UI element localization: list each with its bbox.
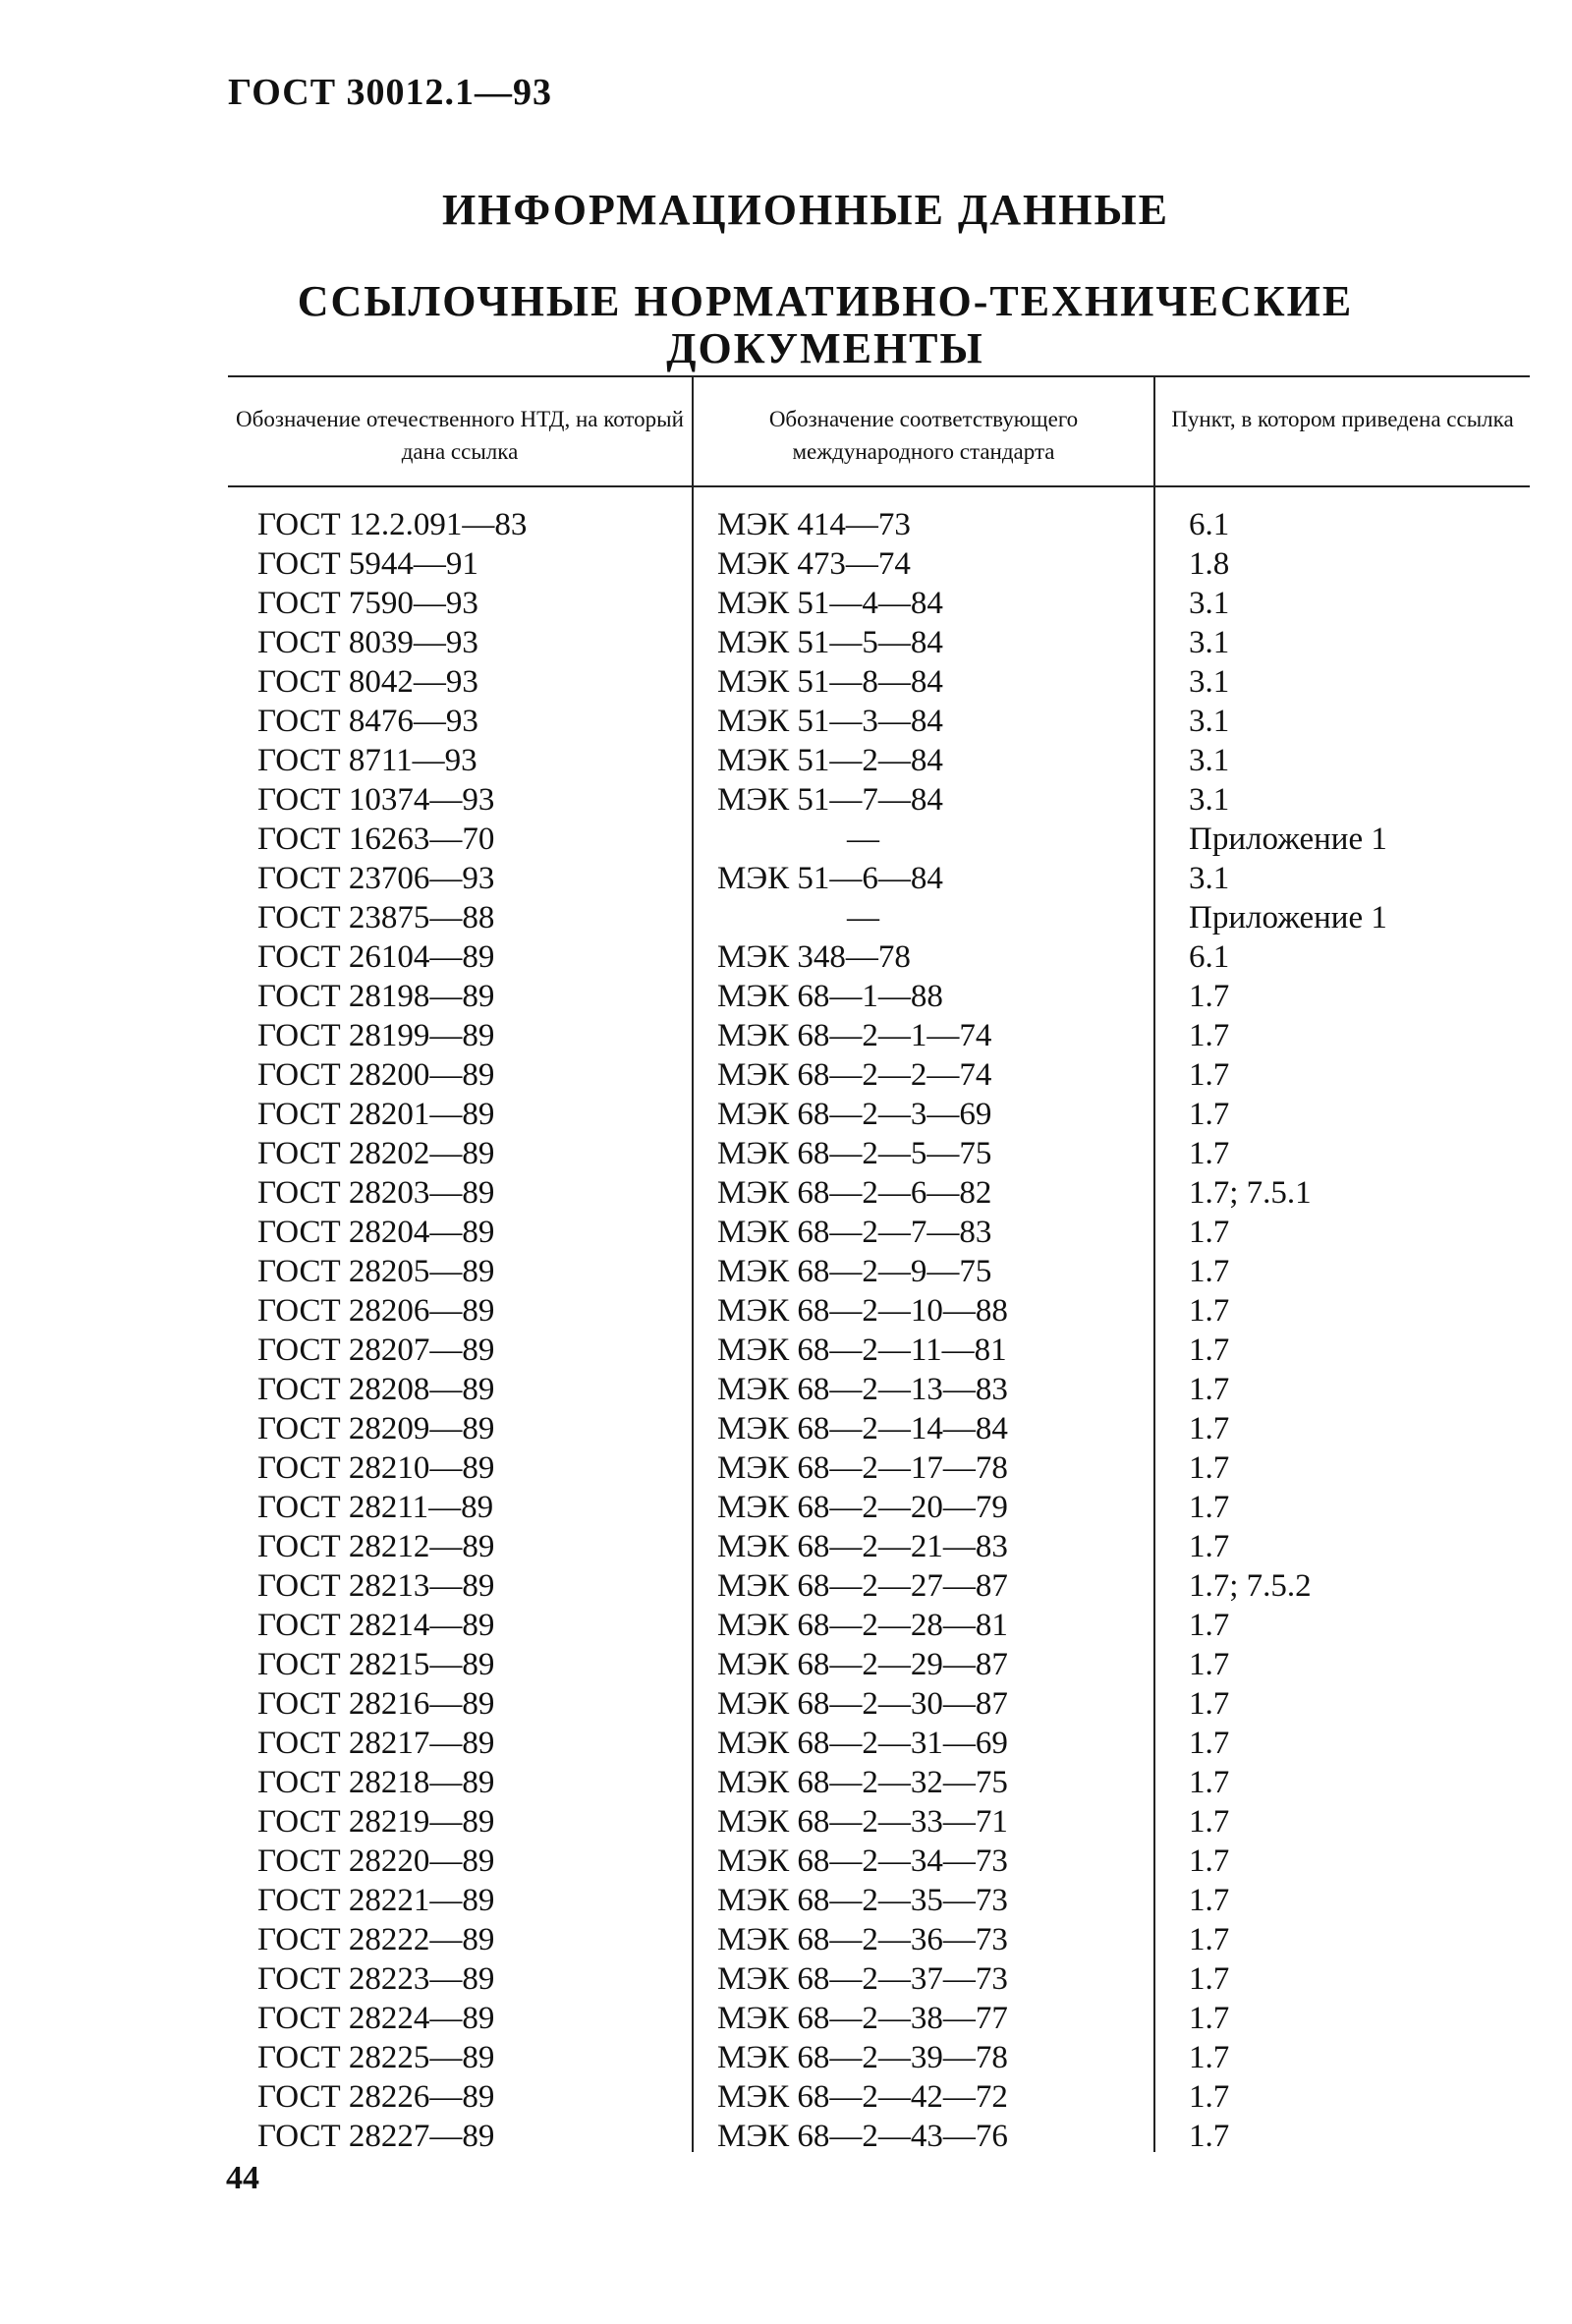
national-standard-cell: ГОСТ 23875—88	[257, 900, 495, 935]
clause-cell: 1.7	[1189, 2079, 1230, 2115]
international-standard-cell: МЭК 68—2—29—87	[717, 1647, 1008, 1682]
clause-cell: 1.7	[1189, 1922, 1230, 1957]
international-standard-cell: МЭК 68—2—27—87	[717, 1568, 1008, 1604]
international-standard-cell: МЭК 68—2—43—76	[717, 2119, 1008, 2154]
clause-cell: 1.8	[1189, 546, 1230, 582]
international-standard-cell: МЭК 68—2—17—78	[717, 1450, 1008, 1486]
national-standard-cell: ГОСТ 8476—93	[257, 704, 478, 739]
table-row	[228, 898, 1530, 937]
international-standard-cell: МЭК 68—2—14—84	[717, 1411, 1008, 1446]
international-standard-cell: МЭК 68—2—28—81	[717, 1608, 1008, 1643]
table-row	[228, 1134, 1530, 1173]
table-row	[228, 977, 1530, 1016]
international-standard-cell: МЭК 51—4—84	[717, 586, 943, 621]
table-row	[228, 1448, 1530, 1488]
international-standard-cell: МЭК 68—2—21—83	[717, 1529, 1008, 1564]
table-header-rule	[228, 485, 1530, 487]
clause-cell: 1.7	[1189, 1490, 1230, 1525]
international-standard-cell: МЭК 68—2—38—77	[717, 2001, 1008, 2036]
national-standard-cell: ГОСТ 28212—89	[257, 1529, 495, 1564]
international-standard-cell: —	[847, 900, 879, 935]
national-standard-cell: ГОСТ 26104—89	[257, 939, 495, 975]
table-row	[228, 1370, 1530, 1409]
international-standard-cell: МЭК 51—6—84	[717, 861, 943, 896]
national-standard-cell: ГОСТ 28223—89	[257, 1961, 495, 1997]
clause-cell: 3.1	[1189, 625, 1230, 660]
national-standard-cell: ГОСТ 28224—89	[257, 2001, 495, 2036]
table-row	[228, 1173, 1530, 1213]
table-row	[228, 1095, 1530, 1134]
international-standard-cell: МЭК 68—2—35—73	[717, 1883, 1008, 1918]
clause-cell: 1.7	[1189, 1647, 1230, 1682]
table-row	[228, 2038, 1530, 2077]
document-code: ГОСТ 30012.1—93	[228, 72, 553, 113]
section-title: ИНФОРМАЦИОННЫЕ ДАННЫЕ	[441, 186, 1170, 234]
table-title-line-2: ДОКУМЕНТЫ	[666, 324, 984, 372]
national-standard-cell: ГОСТ 10374—93	[257, 782, 495, 818]
table-row	[228, 505, 1530, 544]
national-standard-cell: ГОСТ 7590—93	[257, 586, 478, 621]
table-row	[228, 937, 1530, 977]
international-standard-cell: МЭК 473—74	[717, 546, 911, 582]
table-row	[228, 1920, 1530, 1959]
international-standard-cell: МЭК 51—3—84	[717, 704, 943, 739]
clause-cell: 1.7	[1189, 1018, 1230, 1053]
clause-cell: 1.7	[1189, 1608, 1230, 1643]
clause-cell: 1.7	[1189, 1254, 1230, 1289]
national-standard-cell: ГОСТ 28217—89	[257, 1726, 495, 1761]
clause-cell: 1.7	[1189, 1450, 1230, 1486]
national-standard-cell: ГОСТ 5944—91	[257, 546, 478, 582]
international-standard-cell: МЭК 68—2—2—74	[717, 1057, 992, 1093]
clause-cell: Приложение 1	[1189, 900, 1387, 935]
clause-cell: 1.7	[1189, 1961, 1230, 1997]
international-standard-cell: МЭК 68—2—13—83	[717, 1372, 1008, 1407]
international-standard-cell: МЭК 68—2—37—73	[717, 1961, 1008, 1997]
international-standard-cell: МЭК 51—2—84	[717, 743, 943, 778]
international-standard-cell: МЭК 68—2—5—75	[717, 1136, 992, 1171]
clause-cell: 3.1	[1189, 664, 1230, 700]
international-standard-cell: МЭК 68—2—3—69	[717, 1097, 992, 1132]
national-standard-cell: ГОСТ 28222—89	[257, 1922, 495, 1957]
national-standard-cell: ГОСТ 28204—89	[257, 1215, 495, 1250]
table-row	[228, 1684, 1530, 1724]
national-standard-cell: ГОСТ 28209—89	[257, 1411, 495, 1446]
clause-cell: 1.7	[1189, 1097, 1230, 1132]
clause-cell: 3.1	[1189, 743, 1230, 778]
clause-cell: 1.7	[1189, 2001, 1230, 2036]
international-standard-cell: МЭК 68—1—88	[717, 979, 943, 1014]
national-standard-cell: ГОСТ 28227—89	[257, 2119, 495, 2154]
national-standard-cell: ГОСТ 28203—89	[257, 1175, 495, 1211]
clause-cell: 3.1	[1189, 861, 1230, 896]
national-standard-cell: ГОСТ 28226—89	[257, 2079, 495, 2115]
national-standard-cell: ГОСТ 28225—89	[257, 2040, 495, 2075]
table-body	[228, 505, 1530, 2156]
international-standard-cell: МЭК 68—2—20—79	[717, 1490, 1008, 1525]
table-row	[228, 1016, 1530, 1055]
table-row	[228, 1999, 1530, 2038]
table-row	[228, 2077, 1530, 2117]
international-standard-cell: МЭК 68—2—7—83	[717, 1215, 992, 1250]
table-row	[228, 1802, 1530, 1842]
national-standard-cell: ГОСТ 8711—93	[257, 743, 477, 778]
table-row	[228, 2117, 1530, 2156]
international-standard-cell: МЭК 68—2—11—81	[717, 1332, 1007, 1368]
table-row	[228, 1881, 1530, 1920]
table-row	[228, 1488, 1530, 1527]
clause-cell: 1.7; 7.5.2	[1189, 1568, 1312, 1604]
national-standard-cell: ГОСТ 28219—89	[257, 1804, 495, 1840]
national-standard-cell: ГОСТ 16263—70	[257, 822, 495, 857]
page-number: 44	[226, 2160, 259, 2196]
international-standard-cell: МЭК 68—2—6—82	[717, 1175, 992, 1211]
clause-cell: 1.7	[1189, 1686, 1230, 1722]
table-row	[228, 623, 1530, 662]
table-row	[228, 1252, 1530, 1291]
table-row	[228, 1645, 1530, 1684]
national-standard-cell: ГОСТ 28220—89	[257, 1843, 495, 1879]
national-standard-cell: ГОСТ 28216—89	[257, 1686, 495, 1722]
clause-cell: 1.7	[1189, 1843, 1230, 1879]
table-row	[228, 780, 1530, 820]
table-row	[228, 1331, 1530, 1370]
international-standard-cell: МЭК 51—7—84	[717, 782, 943, 818]
clause-cell: 1.7	[1189, 1411, 1230, 1446]
national-standard-cell: ГОСТ 28198—89	[257, 979, 495, 1014]
table-row	[228, 544, 1530, 584]
national-standard-cell: ГОСТ 28213—89	[257, 1568, 495, 1604]
national-standard-cell: ГОСТ 28201—89	[257, 1097, 495, 1132]
clause-cell: 1.7	[1189, 1215, 1230, 1250]
column-header-national-standard: Обозначение отечественного НТД, на который дана ссылка	[236, 407, 684, 464]
clause-cell: 1.7	[1189, 1529, 1230, 1564]
column-header-clause: Пункт, в котором приведена ссылка	[1171, 407, 1514, 431]
international-standard-cell: МЭК 68—2—32—75	[717, 1765, 1008, 1800]
national-standard-cell: ГОСТ 28202—89	[257, 1136, 495, 1171]
table-title	[0, 278, 1572, 372]
international-standard-cell: МЭК 68—2—10—88	[717, 1293, 1008, 1329]
table-row	[228, 1291, 1530, 1331]
clause-cell: 3.1	[1189, 704, 1230, 739]
table-row	[228, 1842, 1530, 1881]
table-title-line-1: ССЫЛОЧНЫЕ НОРМАТИВНО-ТЕХНИЧЕСКИЕ	[297, 277, 1354, 325]
clause-cell: 3.1	[1189, 782, 1230, 818]
international-standard-cell: МЭК 68—2—42—72	[717, 2079, 1008, 2115]
national-standard-cell: ГОСТ 28207—89	[257, 1332, 495, 1368]
clause-cell: 1.7	[1189, 1332, 1230, 1368]
table-row	[228, 1527, 1530, 1566]
international-standard-cell: МЭК 51—8—84	[717, 664, 943, 700]
table-row	[228, 741, 1530, 780]
clause-cell: 1.7	[1189, 1372, 1230, 1407]
clause-cell: 6.1	[1189, 939, 1230, 975]
clause-cell: Приложение 1	[1189, 822, 1387, 857]
international-standard-cell: МЭК 51—5—84	[717, 625, 943, 660]
national-standard-cell: ГОСТ 8042—93	[257, 664, 478, 700]
national-standard-cell: ГОСТ 23706—93	[257, 861, 495, 896]
national-standard-cell: ГОСТ 8039—93	[257, 625, 478, 660]
international-standard-cell: —	[847, 822, 879, 857]
international-standard-cell: МЭК 68—2—36—73	[717, 1922, 1008, 1957]
international-standard-cell: МЭК 68—2—33—71	[717, 1804, 1008, 1840]
table-row	[228, 702, 1530, 741]
table-row	[228, 1606, 1530, 1645]
table-row	[228, 820, 1530, 859]
table-row	[228, 1566, 1530, 1606]
table-row	[228, 1959, 1530, 1999]
international-standard-cell: МЭК 68—2—39—78	[717, 2040, 1008, 2075]
column-header-international-standard: Обозначение соответствующего международного стандарта	[768, 407, 1079, 464]
clause-cell: 1.7	[1189, 1804, 1230, 1840]
clause-cell: 1.7	[1189, 1726, 1230, 1761]
clause-cell: 3.1	[1189, 586, 1230, 621]
clause-cell: 1.7	[1189, 1883, 1230, 1918]
table-row	[228, 1724, 1530, 1763]
national-standard-cell: ГОСТ 28221—89	[257, 1883, 495, 1918]
national-standard-cell: ГОСТ 12.2.091—83	[257, 507, 528, 542]
clause-cell: 6.1	[1189, 507, 1230, 542]
table-row	[228, 1763, 1530, 1802]
international-standard-cell: МЭК 414—73	[717, 507, 911, 542]
clause-cell: 1.7	[1189, 1765, 1230, 1800]
clause-cell: 1.7; 7.5.1	[1189, 1175, 1312, 1211]
national-standard-cell: ГОСТ 28206—89	[257, 1293, 495, 1329]
national-standard-cell: ГОСТ 28211—89	[257, 1490, 494, 1525]
national-standard-cell: ГОСТ 28200—89	[257, 1057, 495, 1093]
clause-cell: 1.7	[1189, 979, 1230, 1014]
international-standard-cell: МЭК 68—2—1—74	[717, 1018, 992, 1053]
international-standard-cell: МЭК 348—78	[717, 939, 911, 975]
table-row	[228, 584, 1530, 623]
international-standard-cell: МЭК 68—2—31—69	[717, 1726, 1008, 1761]
table-row	[228, 1409, 1530, 1448]
clause-cell: 1.7	[1189, 1136, 1230, 1171]
clause-cell: 1.7	[1189, 1057, 1230, 1093]
international-standard-cell: МЭК 68—2—30—87	[717, 1686, 1008, 1722]
national-standard-cell: ГОСТ 28214—89	[257, 1608, 495, 1643]
table-top-rule	[228, 375, 1530, 377]
clause-cell: 1.7	[1189, 1293, 1230, 1329]
national-standard-cell: ГОСТ 28218—89	[257, 1765, 495, 1800]
national-standard-cell: ГОСТ 28199—89	[257, 1018, 495, 1053]
international-standard-cell: МЭК 68—2—9—75	[717, 1254, 992, 1289]
national-standard-cell: ГОСТ 28208—89	[257, 1372, 495, 1407]
table-row	[228, 859, 1530, 898]
national-standard-cell: ГОСТ 28205—89	[257, 1254, 495, 1289]
table-row	[228, 1213, 1530, 1252]
national-standard-cell: ГОСТ 28215—89	[257, 1647, 495, 1682]
national-standard-cell: ГОСТ 28210—89	[257, 1450, 495, 1486]
international-standard-cell: МЭК 68—2—34—73	[717, 1843, 1008, 1879]
clause-cell: 1.7	[1189, 2040, 1230, 2075]
clause-cell: 1.7	[1189, 2119, 1230, 2154]
table-row	[228, 662, 1530, 702]
table-row	[228, 1055, 1530, 1095]
